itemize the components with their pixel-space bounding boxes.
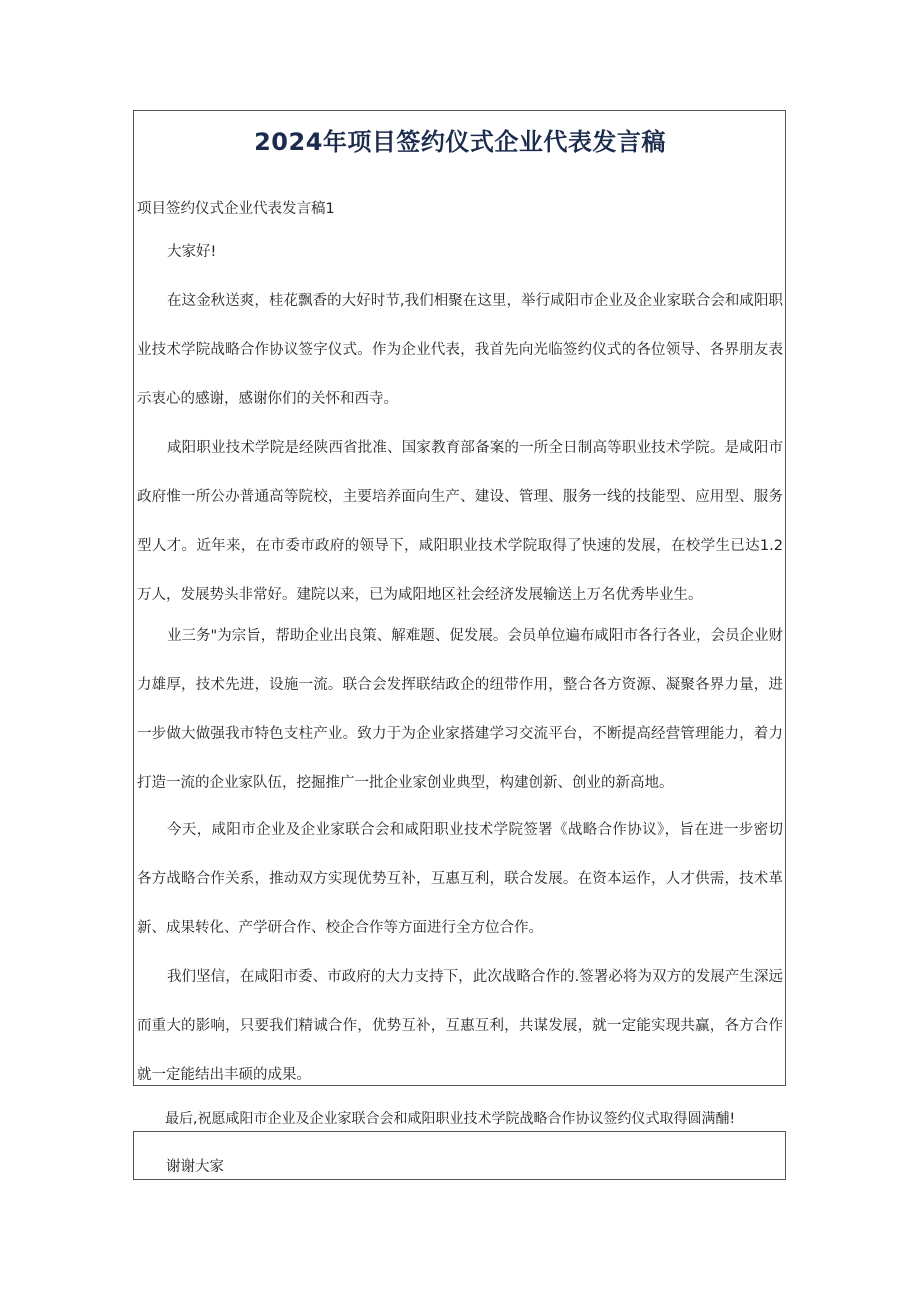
paragraph-4: 今天，咸阳市企业及企业家联合会和咸阳职业技术学院签署《战略合作协议》，旨在进一步密切各方战略合作关系，推动双方实现优势互补，互惠互利，联合发展。在资本运作，人才供需，技术革新、成果转化、产学研合作、校企合作等方面进行全方位合作。 — [137, 822, 783, 936]
paragraph-5: 我们坚信，在咸阳市委、市政府的大力支持下，此次战略合作的.签署必将为双方的发展产生深远而重大的影响，只要我们精诚合作，优势互补，互惠互利，共谋发展，就一定能实现共赢，各方合作就一定能结出丰硕的成果。 — [137, 969, 783, 1083]
thanks-line: 谢谢大家 — [166, 1159, 224, 1175]
thanks-frame — [133, 1131, 786, 1180]
paragraph-3: 业三务"为宗旨，帮助企业出良策、解难题、促发展。会员单位遍布咸阳市各行各业，会员企业财力雄厚，技术先进，设施一流。联合会发挥联结政企的纽带作用，整合各方资源、凝聚各界力量，进一步做大做强我市特色支柱产业。致力于为企业家搭建学习交流平台，不断提高经营管理能力，着力打造一流的企业家队伍，挖掘推广一批企业家创业典型，构建创新、创业的新高地。 — [137, 628, 783, 791]
paragraph-2: 咸阳职业技术学院是经陕西省批准、国家教育部备案的一所全日制高等职业技术学院。是咸阳市政府惟一所公办普通高等院校，主要培养面向生产、建设、管理、服务一线的技能型、应用型、服务型人才。近年来，在市委市政府的领导下，咸阳职业技术学院取得了快速的发展，在校学生已达1.2万人，发展势头非常好。建院以来，已为咸阳地区社会经济发展输送上万名优秀毕业生。 — [137, 440, 783, 603]
closing-line: 最后,祝愿咸阳市企业及企业家联合会和咸阳职业技术学院战略合作协议签约仪式取得圆满酺! — [165, 1111, 736, 1127]
greeting: 大家好! — [167, 244, 217, 260]
document-title: 2024年项目签约仪式企业代表发言稿 — [254, 128, 666, 156]
paragraph-1: 在这金秋送爽，桂花飘香的大好时节,我们相聚在这里，举行咸阳市企业及企业家联合会和咸阳职业技术学院战略合作协议签字仪式。作为企业代表，我首先向光临签约仪式的各位领导、各界朋友表示衷心的感谢，感谢你们的关怀和西寺。 — [137, 293, 783, 407]
document-subtitle: 项目签约仪式企业代表发言稿1 — [137, 201, 335, 217]
